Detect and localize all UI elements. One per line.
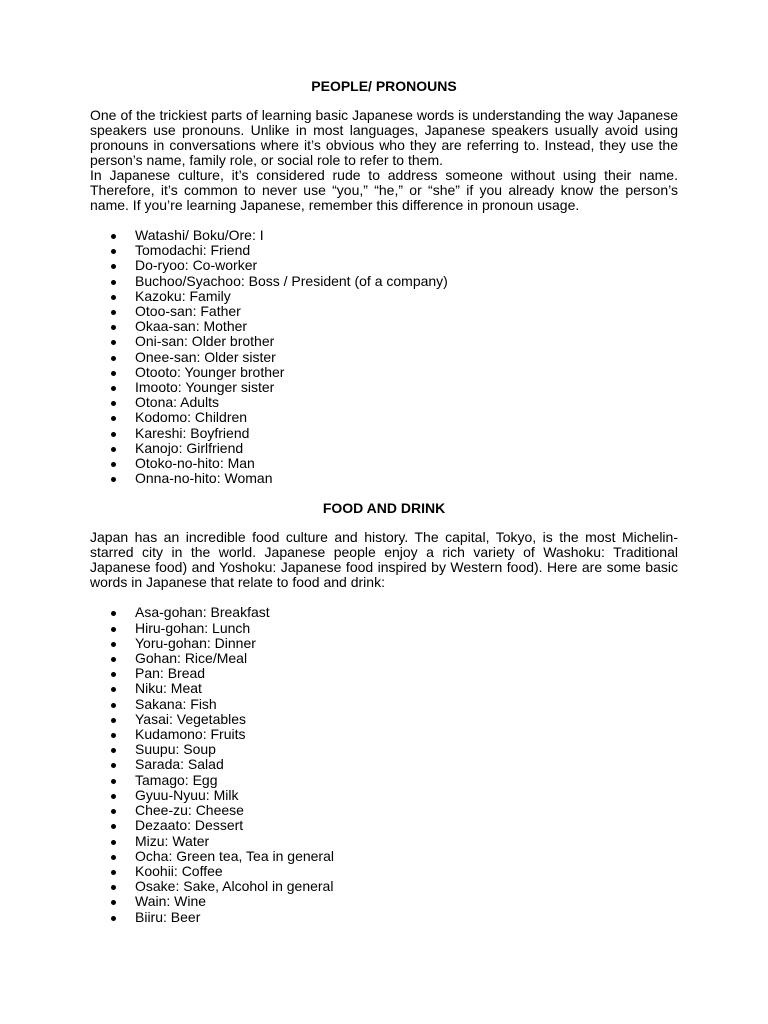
- bullet-icon: [111, 885, 116, 890]
- bullet-icon: [111, 763, 116, 768]
- bullet-icon: [111, 870, 116, 875]
- list-item: Sakana: Fish: [111, 697, 678, 712]
- list-item: Buchoo/Syachoo: Boss / President (of a company): [111, 274, 678, 289]
- list-item: Okaa-san: Mother: [111, 319, 678, 334]
- list-item: Imooto: Younger sister: [111, 380, 678, 395]
- bullet-icon: [111, 432, 116, 437]
- list-item: Gohan: Rice/Meal: [111, 651, 678, 666]
- list-item: Suupu: Soup: [111, 742, 678, 757]
- section-heading-food-and-drink: FOOD AND DRINK: [322, 500, 446, 517]
- list-item: Yasai: Vegetables: [111, 712, 678, 727]
- list-item: Otoko-no-hito: Man: [111, 456, 678, 471]
- bullet-icon: [111, 611, 116, 616]
- bullet-icon: [111, 340, 116, 345]
- people-intro-paragraph-1: One of the trickiest parts of learning basic Japanese words is understanding the way Japanese speakers use pronouns. Unlike in most languages, Japanese speakers usually avoid using pronouns in conversations where it’s obvious who they are referring to. Instead, they use the person’s name, family role, or social role to refer to them.: [90, 107, 678, 168]
- list-item: Tamago: Egg: [111, 773, 678, 788]
- list-item: Ocha: Green tea, Tea in general: [111, 849, 678, 864]
- bullet-icon: [111, 672, 116, 677]
- bullet-icon: [111, 733, 116, 738]
- people-pronouns-list: [90, 228, 678, 486]
- bullet-icon: [111, 703, 116, 708]
- list-item: Watashi/ Boku/Ore: I: [111, 228, 678, 243]
- list-item: Oni-san: Older brother: [111, 334, 678, 349]
- list-item: Kareshi: Boyfriend: [111, 426, 678, 441]
- bullet-icon: [111, 779, 116, 784]
- bullet-icon: [111, 657, 116, 662]
- bullet-icon: [111, 401, 116, 406]
- list-item: Kodomo: Children: [111, 410, 678, 425]
- list-item: Onee-san: Older sister: [111, 350, 678, 365]
- list-item: Otooto: Younger brother: [111, 365, 678, 380]
- bullet-icon: [111, 280, 116, 285]
- bullet-icon: [111, 264, 116, 269]
- people-intro-paragraph-2: In Japanese culture, it’s considered rude to address someone without using their name. Therefore, it’s common to never use “you,” “he,” or “she” if you already know the person’s name. If you’re learning Japanese, remember this difference in pronoun usage.: [90, 167, 678, 213]
- bullet-icon: [111, 325, 116, 330]
- list-item: Asa-gohan: Breakfast: [111, 605, 678, 620]
- section-heading-people-pronouns: PEOPLE/ PRONOUNS: [311, 78, 457, 94]
- list-item: Otoo-san: Father: [111, 304, 678, 319]
- bullet-icon: [111, 824, 116, 829]
- bullet-icon: [111, 249, 116, 254]
- bullet-icon: [111, 477, 116, 482]
- bullet-icon: [111, 310, 116, 315]
- bullet-icon: [111, 900, 116, 905]
- food-drink-list: [90, 605, 678, 924]
- bullet-icon: [111, 295, 116, 300]
- food-intro-paragraph: Japan has an incredible food culture and history. The capital, Tokyo, is the most Michelin-starred city in the world. Japanese people enjoy a rich variety of Washoku: Traditional Japanese food) and Yoshoku: Japanese food inspired by Western food). Here are some basic words in Japanese that relate to food and drink:: [90, 529, 678, 591]
- bullet-icon: [111, 916, 116, 921]
- bullet-icon: [111, 627, 116, 632]
- bullet-icon: [111, 809, 116, 814]
- bullet-icon: [111, 234, 116, 239]
- bullet-icon: [111, 356, 116, 361]
- bullet-icon: [111, 687, 116, 692]
- list-item: Chee-zu: Cheese: [111, 803, 678, 818]
- list-item: Wain: Wine: [111, 894, 678, 909]
- bullet-icon: [111, 416, 116, 421]
- list-item: Koohii: Coffee: [111, 864, 678, 879]
- list-item: Kazoku: Family: [111, 289, 678, 304]
- list-item: Otona: Adults: [111, 395, 678, 410]
- bullet-icon: [111, 462, 116, 467]
- bullet-icon: [111, 642, 116, 647]
- bullet-icon: [111, 447, 116, 452]
- list-item: Do-ryoo: Co-worker: [111, 258, 678, 273]
- list-item: Hiru-gohan: Lunch: [111, 621, 678, 636]
- bullet-icon: [111, 794, 116, 799]
- list-item: Sarada: Salad: [111, 757, 678, 772]
- bullet-icon: [111, 748, 116, 753]
- bullet-icon: [111, 855, 116, 860]
- list-item: Biiru: Beer: [111, 910, 678, 925]
- list-item: Kudamono: Fruits: [111, 727, 678, 742]
- list-item: Tomodachi: Friend: [111, 243, 678, 258]
- list-item: Yoru-gohan: Dinner: [111, 636, 678, 651]
- bullet-icon: [111, 840, 116, 845]
- bullet-icon: [111, 386, 116, 391]
- list-item: Niku: Meat: [111, 681, 678, 696]
- list-item: Osake: Sake, Alcohol in general: [111, 879, 678, 894]
- list-item: Mizu: Water: [111, 834, 678, 849]
- list-item: Kanojo: Girlfriend: [111, 441, 678, 456]
- bullet-icon: [111, 718, 116, 723]
- bullet-icon: [111, 371, 116, 376]
- list-item: Gyuu-Nyuu: Milk: [111, 788, 678, 803]
- list-item: Dezaato: Dessert: [111, 818, 678, 833]
- list-item: Onna-no-hito: Woman: [111, 471, 678, 486]
- list-item: Pan: Bread: [111, 666, 678, 681]
